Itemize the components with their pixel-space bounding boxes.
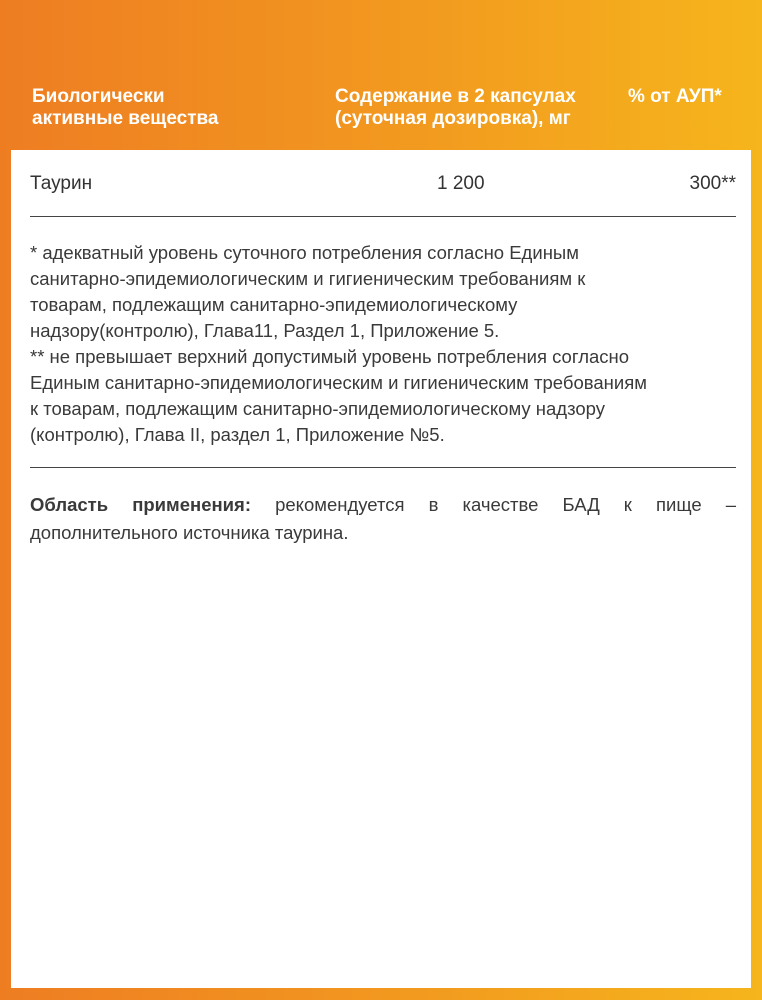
row-percent: 300** xyxy=(689,173,736,194)
header-percent xyxy=(628,86,748,108)
usage-text-1: рекомендуется в качестве БАД к пище – xyxy=(275,494,736,515)
header-substance xyxy=(32,86,292,130)
footnote-line: (контролю), Глава II, раздел 1, Приложение №5. xyxy=(30,424,445,445)
divider-after-notes xyxy=(30,467,736,468)
table-row xyxy=(30,173,736,197)
footnote-line: к товарам, подлежащим санитарно-эпидемиологическому надзору xyxy=(30,398,605,419)
row-amount: 1 200 xyxy=(437,173,485,194)
footnote-line: санитарно-эпидемиологическим и гигиеническим требованиям к xyxy=(30,268,586,289)
header-percent-line-1: % от АУП* xyxy=(628,86,722,107)
header-substance-line-1: Биологически xyxy=(32,86,165,107)
footnote-line: Единым санитарно-эпидемиологическим и гигиеническим требованиям xyxy=(30,372,647,393)
divider-after-table xyxy=(30,216,736,217)
footnote-line: надзору(контролю), Глава11, Раздел 1, Приложение 5. xyxy=(30,320,500,341)
usage-text-2: дополнительного источника таурина. xyxy=(30,522,349,543)
usage-label: Область применения: xyxy=(30,494,251,515)
footnote-line: * адекватный уровень суточного потребления согласно Единым xyxy=(30,242,579,263)
usage-line-1 xyxy=(30,491,736,519)
header-content-line-2: (суточная дозировка), мг xyxy=(335,108,571,129)
table-header xyxy=(0,0,762,150)
header-substance-line-2: активные вещества xyxy=(32,108,219,129)
usage-section xyxy=(30,491,736,547)
row-substance-name: Таурин xyxy=(30,173,93,194)
footnotes xyxy=(30,240,736,448)
footnote-line: товарам, подлежащим санитарно-эпидемиологическому xyxy=(30,294,518,315)
header-content xyxy=(335,86,615,130)
header-content-line-1: Содержание в 2 капсулах xyxy=(335,86,576,107)
footnote-line: ** не превышает верхний допустимый уровень потребления согласно xyxy=(30,346,630,367)
